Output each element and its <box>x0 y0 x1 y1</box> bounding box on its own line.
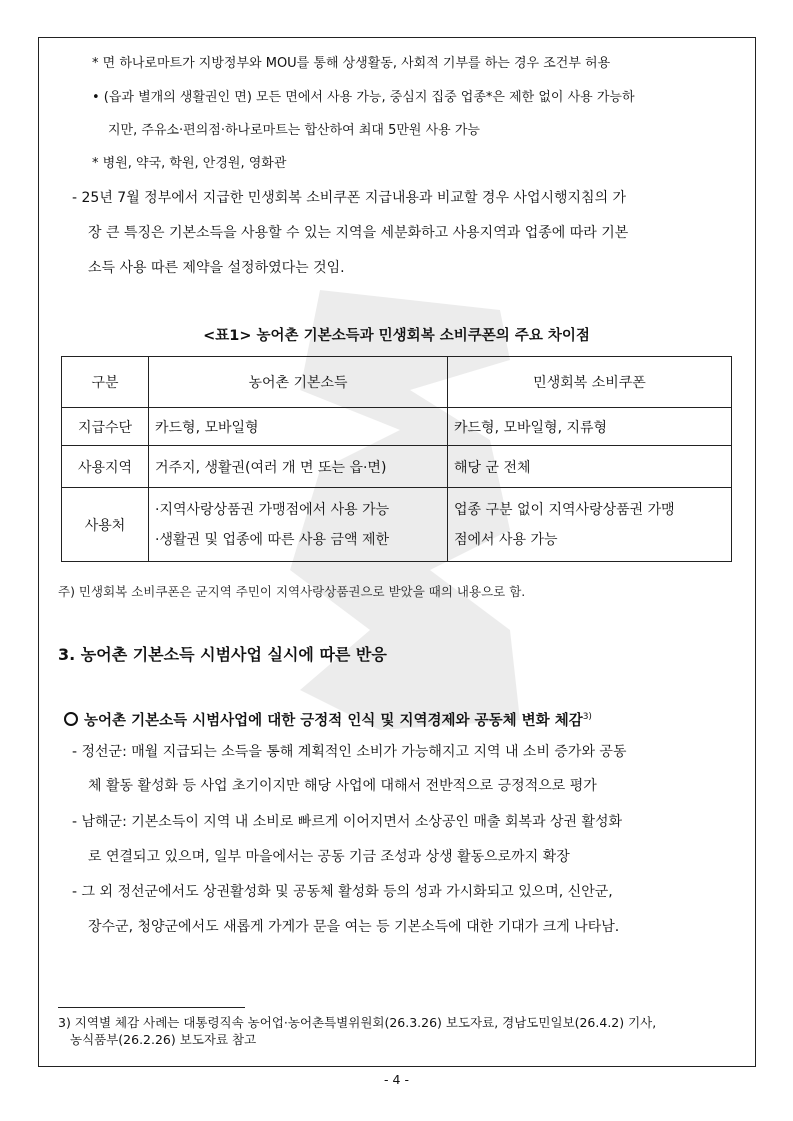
table-title: <표1> 농어촌 기본소득과 민생회복 소비쿠폰의 주요 차이점 <box>203 328 590 344</box>
body-line: 장수군, 청양군에서도 새롭게 가게가 문을 여는 등 기본소득에 대한 기대가 크게 나타남. <box>88 919 620 935</box>
body-line: - 남해군: 기본소득이 지역 내 소비로 빠르게 이어지면서 소상공인 매출 회복과 상권 활성화 <box>72 814 623 830</box>
table-cell <box>448 488 732 562</box>
hollow-circle-icon <box>64 712 78 726</box>
section-subtitle <box>64 709 592 730</box>
bullet-line: • (읍과 별개의 생활권인 면) 모든 면에서 사용 가능, 중심지 집중 업종*은 제한 없이 사용 가능하 <box>92 90 635 105</box>
footnote <box>58 1014 656 1048</box>
body-line: 로 연결되고 있으며, 일부 마을에서는 공동 기금 조성과 상생 활동으로까지 확장 <box>88 849 570 865</box>
comparison-table <box>61 356 732 562</box>
table-header-cell: 구분 <box>62 357 149 408</box>
table-row <box>62 446 732 488</box>
table-cell: 카드형, 모바일형 <box>149 408 448 446</box>
table-row-key: 사용지역 <box>62 446 149 488</box>
table-row <box>62 408 732 446</box>
table-cell: 거주지, 생활권(여러 개 면 또는 읍·면) <box>149 446 448 488</box>
table-cell-line: 점에서 사용 가능 <box>454 531 558 548</box>
table-header-row <box>62 357 732 408</box>
body-line: 소득 사용 따른 제약을 설정하였다는 것임. <box>88 260 345 276</box>
table-header-cell: 농어촌 기본소득 <box>149 357 448 408</box>
table-row <box>62 488 732 562</box>
bullet-line: 지만, 주유소·편의점·하나로마트는 합산하여 최대 5만원 사용 가능 <box>108 123 480 138</box>
page-number: - 4 - <box>384 1072 409 1087</box>
table-cell: 카드형, 모바일형, 지류형 <box>448 408 732 446</box>
bullet-line: * 면 하나로마트가 지방정부와 MOU를 통해 상생활동, 사회적 기부를 하는 경우 조건부 허용 <box>92 56 611 71</box>
footnote-line: 농식품부(26.2.26) 보도자료 참고 <box>70 1032 257 1047</box>
footnote-reference: 3) <box>582 712 592 723</box>
table-cell-line: 업종 구분 없이 지역사랑상품권 가맹 <box>454 501 675 518</box>
table-row-key: 사용처 <box>62 488 149 562</box>
body-line: - 25년 7월 정부에서 지급한 민생회복 소비쿠폰 지급내용과 비교할 경우 사업시행지침의 가 <box>72 190 627 206</box>
bullet-line: * 병원, 약국, 학원, 안경원, 영화관 <box>92 156 287 171</box>
table-cell-line: ·지역사랑상품권 가맹점에서 사용 가능 <box>155 501 390 518</box>
footnote-divider <box>58 1007 245 1008</box>
body-line: - 정선군: 매월 지급되는 소득을 통해 계획적인 소비가 가능해지고 지역 내 소비 증가와 공동 <box>72 744 627 760</box>
table-cell-line: ·생활권 및 업종에 따른 사용 금액 제한 <box>155 531 390 548</box>
body-line: 체 활동 활성화 등 사업 초기이지만 해당 사업에 대해서 전반적으로 긍정적으로 평가 <box>88 778 597 794</box>
subtitle-text: 농어촌 기본소득 시범사업에 대한 긍정적 인식 및 지역경제와 공동체 변화 체감 <box>84 713 583 729</box>
body-line: 장 큰 특징은 기본소득을 사용할 수 있는 지역을 세분화하고 사용지역과 업종에 따라 기본 <box>88 225 629 241</box>
table-row-key: 지급수단 <box>62 408 149 446</box>
table-note: 주) 민생회복 소비쿠폰은 군지역 주민이 지역사랑상품권으로 받았을 때의 내용으로 함. <box>58 584 526 599</box>
footnote-line: 3) 지역별 체감 사례는 대통령직속 농어업·농어촌특별위원회(26.3.26) 보도자료, 경남도민일보(26.4.2) 기사, <box>58 1015 657 1030</box>
table-cell: 해당 군 전체 <box>448 446 732 488</box>
section-title: 3. 농어촌 기본소득 시범사업 실시에 따른 반응 <box>58 645 387 664</box>
table-cell <box>149 488 448 562</box>
table-header-cell: 민생회복 소비쿠폰 <box>448 357 732 408</box>
body-line: - 그 외 정선군에서도 상권활성화 및 공동체 활성화 등의 성과 가시화되고 있으며, 신안군, <box>72 884 613 900</box>
